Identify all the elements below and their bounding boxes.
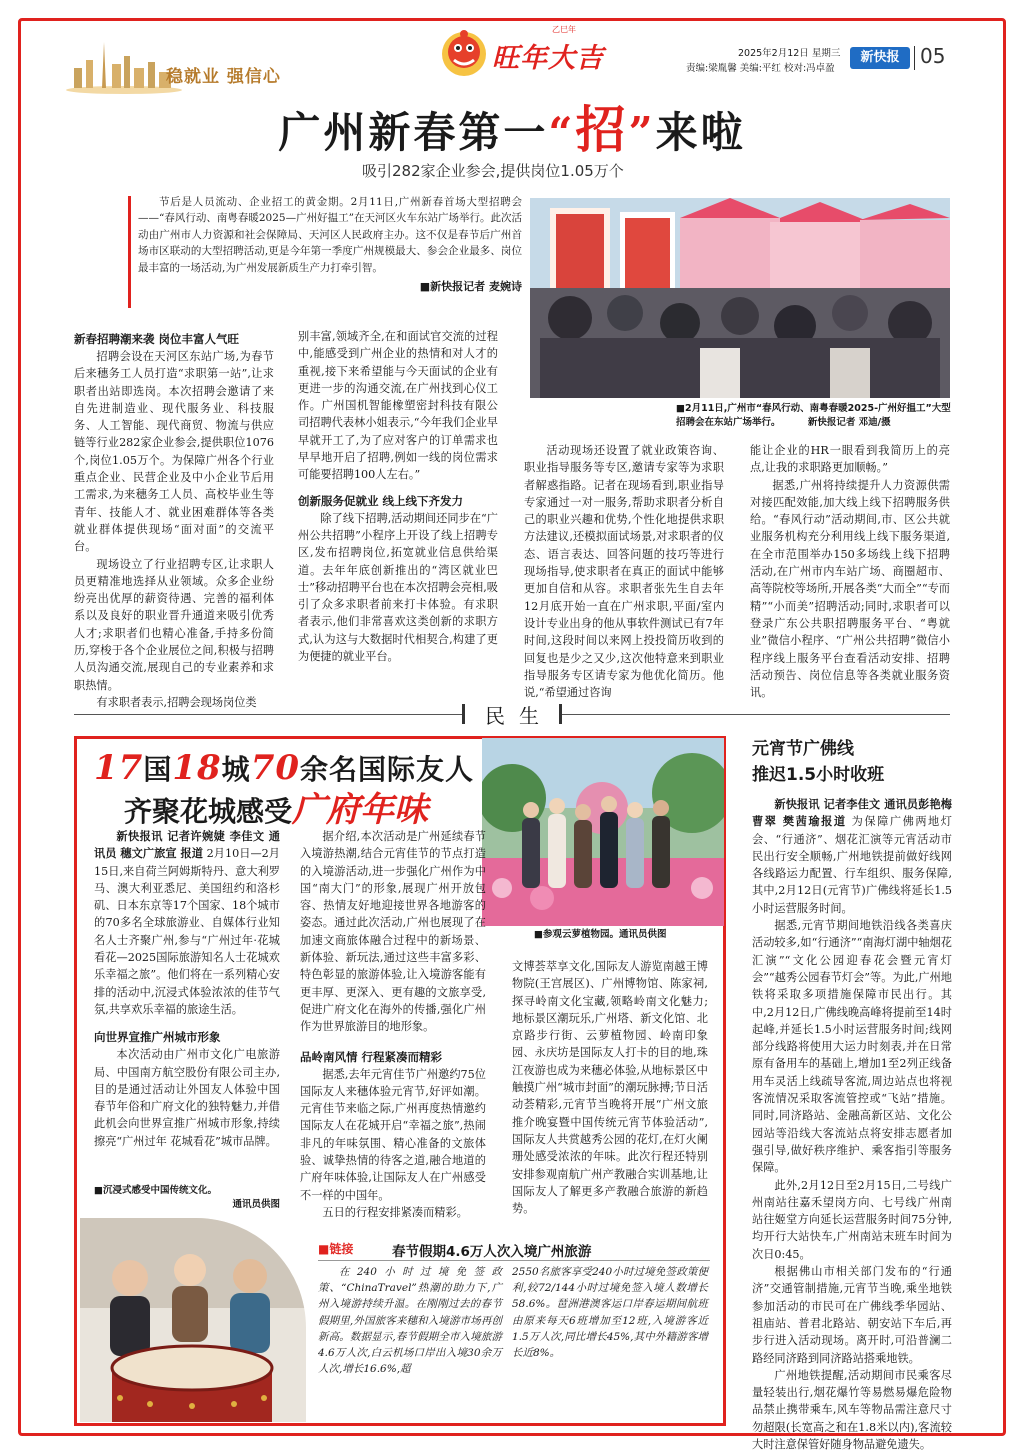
title-word-friends: 余名国际友人 <box>300 753 475 786</box>
article1-p1: 招聘会设在天河区东站广场,为春节后来穗务工人员打造“求职第一站”,让求职者出站即选岗。本次招聘会邀请了来自先进制造业、现代服务业、科技服务、人工智能、现代商贸、物流与供应链等行业282家企业参会,提供职位1076个,岗位1.05万个。为保障广州各个行业重点企业、民营企业及中小企业节后用工需求,为来穗务工人员、高校毕业生等青年、技能人才、就业困难群体等各类就业群体提供现场“面对面”的交流平台。 <box>74 350 274 554</box>
brand-badge: 新快报 <box>850 47 910 69</box>
headline-key: 招 <box>575 100 629 159</box>
article1-col3 <box>524 442 724 701</box>
article2-intro <box>94 828 280 1018</box>
title-word-countries: 国 <box>143 753 173 786</box>
article2-col3 <box>512 958 708 1217</box>
link-col1 <box>318 1264 502 1377</box>
article1-p7: 能让企业的HR一眼看到我简历上的亮点,让我的求职路更加顺畅。” <box>750 444 950 475</box>
section-rule-left <box>74 714 462 715</box>
article1-p3: 有求职者表示,招聘会现场岗位类 <box>96 695 257 709</box>
article2-p2: 本次活动由广州市文化广电旅游局、中国南方航空股份有限公司主办,目的是通过活动让外国友人体验中国春节年俗和广府文化的独特魅力,并借此机会向世界宣推广州城市形象,持续擦亮“广州过年 花城看花”城市品牌。 <box>94 1048 280 1148</box>
headline-pre: 广州新春第一 <box>278 108 549 157</box>
lead-text: 节后是人员流动、企业招工的黄金期。2月11日,广州新春首场大型招聘会——“春风行动、南粤春暖2025—广州好揾工”在天河区火车东站广场举行。此次活动由广州市人力资源和社会保障局、天河区人民政府主办。这不仅是春节后广州首场市区联动的大型招聘活动,更是今年第一季度广州规模最大、参会企业最多、岗位最丰富的一场活动,为广州发展新质生产力打牵引智。 <box>138 196 522 274</box>
link-col2 <box>512 1264 708 1361</box>
article3-p5: 广州地铁提醒,活动期间市民乘客尽量轻装出行,烟花爆竹等易燃易爆危险物品禁止携带乘车,风车等物品需注意尺寸勿超限(长宽高之和在1.8米以内),客流较大时注意保管好随身物品避免遗失。 <box>752 1368 952 1451</box>
garden-group-image <box>482 738 724 926</box>
headline-subtitle: 吸引282家企业参会,提供岗位1.05万个 <box>362 162 624 180</box>
lion-dance-icon <box>434 26 494 82</box>
article2-subhead1: 向世界宣推广州城市形象 <box>94 1030 221 1045</box>
link-title: 春节假期4.6万人次入境广州旅游 <box>392 1244 592 1260</box>
headline-quote-open: “ <box>548 108 576 157</box>
article2-col2 <box>300 828 486 1221</box>
culture-photo-caption <box>94 1184 280 1212</box>
article3-p2: 据悉,元宵节期间地铁沿线各类喜庆活动较多,如“行通济”“南海灯湖中轴烟花汇演”“文化公园迎春花会暨元宵灯会”“越秀公园春节灯会”等。为此,广州地铁将采取多项措施保障市民出行。其中,2月12日,广佛线晚高峰将提前至14时起峰,并延长1.5小时运营服务时间;线网部分线路将使用大运力时刻表,并在日常原有备用车的基础上,增加1至2列正线备用车灵活上线疏导客流,周边站点也将视客流情况采取客流管控或“飞站”措施。同时,同济路站、金融高新区站、文化公园站等沿线大客流站点将安排志愿者加强引导,做好秩序维护、乘客指引等服务保障。 <box>752 919 952 1175</box>
culture-photo-caption-text: ■沉浸式感受中国传统文化。 <box>94 1185 217 1196</box>
article1-col2 <box>298 328 498 665</box>
article2-p1: 2月10日—2月15日,来自荷兰阿姆斯特丹、意大利罗马、澳大利亚悉尼、美国纽约和洛杉矶、日本东京等17个国家、18个城市的70多名全球旅游业、自媒体行业知名人士齐聚广州,参与“广州过年·花城看花—2025国际旅游知名人士花城欢乐幸福之旅”。他们将在一系列精心安排的活动中,沉浸式体验浓浓的佳节气氛,共享欢乐幸福的旅途生活。 <box>94 847 280 1016</box>
article2-p5: 五日的行程安排紧凑而精彩。 <box>322 1205 468 1219</box>
article1-col1 <box>74 328 274 711</box>
culture-photo <box>80 1218 306 1422</box>
article1-p5: 除了线下招聘,活动期间还同步在“广州公共招聘”小程序上开设了线上招聘专区,发布招聘岗位,拓宽就业信息供给渠道。去年年底创新推出的“湾区就业巴士”移动招聘平台也在本次招聘会亮相,吸引了众多求职者前来打卡体验。有求职者表示,他们非常喜欢这类创新的求职方式,认为这与大数据时代相契合,构建了更为便捷的就业平台。 <box>298 511 498 664</box>
botanical-garden-photo <box>482 738 724 926</box>
lead-byline: ■新快报记者 麦婉诗 <box>419 280 522 294</box>
section-rule-right <box>562 714 950 715</box>
job-fair-caption-credit: 新快报记者 邓迪/摄 <box>807 417 891 428</box>
article3-p1: 为保障广佛两地灯会、“行通济”、烟花汇演等元宵活动市民出行安全顺畅,广州地铁提前做好线网各线路运力配置、行车组织、服务保障,其中,2月12日(元宵节)广佛线将延长1.5小时运营服务时间。 <box>752 815 952 915</box>
title-num-countries: 17 <box>94 748 144 788</box>
title-num-friends: 70 <box>250 748 301 788</box>
article3-p3: 此外,2月12日至2月15日,二号线广州南站往嘉禾望岗方向、七号线广州南站往姬堂方向延长运营服务时间75分钟,均开行大站快车,广州南站末班车时间为次日0:45。 <box>752 1178 952 1261</box>
article3-col <box>752 796 952 1453</box>
culture-photo-caption-credit: 通讯员供图 <box>232 1199 280 1210</box>
lead-bar <box>128 196 131 308</box>
link-rule <box>318 1260 710 1261</box>
job-fair-photo <box>530 198 950 398</box>
title2-prefix: 齐聚花城感受 <box>124 795 293 828</box>
article2-p6: 文博荟萃享文化,国际友人游览南越王博物院(王宫展区)、广州博物馆、陈家祠,探寻岭南文化宝藏,领略岭南文化魅力;地标景区潮玩乐,广州塔、新文化馆、北京路步行街、云萝植物园、岭南印象园、永庆坊是国际友人打卡的目的地,珠江夜游也成为来穗必体验,从地标景区中触摸广州“城市封面”的潮玩脉搏;节日活动荟精彩,元宵节当晚将开展“广州文旅推介晚宴暨中国传统元宵节体验活动”,国际友人共赏越秀公园的花灯,在灯火阑珊处感受浓浓的年味。此次行程还特别安排参观南航广州产教融合实训基地,让国际友人了解更多产教融合旅游的新趋势。 <box>512 960 708 1216</box>
article3-p4: 根据佛山市相关部门发布的“行通济”交通管制措施,元宵节当晚,乘坐地铁参加活动的市民可在广佛线季华园站、祖庙站、普君北路站、朝安站下车后,再步行进入活动现场。离开时,可沿普澜二路经同济路到同济路站搭乘地铁。 <box>752 1265 952 1365</box>
article3-byline: 新快报讯 记者李佳文 通讯员彭艳梅 曹翠 樊茜瑜报道 <box>752 798 952 829</box>
festival-logo <box>434 24 610 84</box>
lead-block <box>138 194 522 294</box>
article1-subhead1: 新春招聘潮来袭 岗位丰富人气旺 <box>74 332 240 346</box>
main-headline <box>0 100 1024 159</box>
article2-subhead2: 品岭南风情 行程紧凑而精彩 <box>300 1049 443 1064</box>
article1-subhead2: 创新服务促就业 线上线下齐发力 <box>298 493 464 508</box>
link-text2: 2550名旅客享受240小时过境免签政策便利,较72/144小时过境免签入境人数增长58.6%。琶洲港澳客运口岸春运期间航班由原来每天6班增加至12班,入境游客近1.5万人次,同比增长45%,其中外籍游客增长近8%。 <box>512 1266 708 1360</box>
article1-p8: 据悉,广州将持续提升人力资源供需对接匹配效能,加大线上线下招聘服务供给。“春风行动”活动期间,市、区公共就业服务机构充分利用线上线下服务渠道,在全市范围举办150多场线上线下招聘活动,在广州市内车站广场、商圈超市、高等院校等场所,开展各类“大而全”“专而精”“小而美”招聘活动;同时,求职者可以登录广东公共职招聘服务平台、“粤就业”微信小程序、“广州公共招聘”微信小程序线上服务平台查看活动安排、招聘活动预告、岗位信息等各类就业服务资讯。 <box>750 478 950 700</box>
editors-line: 责编:梁胤馨 美编:平红 校对:冯卓盈 <box>686 63 835 74</box>
job-fair-caption-text: ■2月11日,广州市“春风行动、南粤春暖2025-广州好揾工”大型招聘会在东站广场举行。 <box>676 403 951 428</box>
page-number: 05 <box>920 44 946 68</box>
section-tick-right <box>559 704 562 724</box>
article2-p4: 据悉,去年元宵佳节广州邀约75位国际友人来穗体验元宵节,好评如潮。元宵佳节来临之际,广州再度热情邀约国际友人在花城开启“幸福之旅”,热闹非凡的年味氛围、精心准备的文旅体验、诚挚热情的待客之道,融合地道的广府年味体验,让国际友人在广州感受不一样的中国年。 <box>300 1067 486 1202</box>
article2-title-line1 <box>94 748 474 790</box>
botanical-garden-caption: ■参观云萝植物园。通讯员供图 <box>534 929 667 940</box>
section-tick-left <box>462 704 465 724</box>
festival-year-tag: 乙巳年 <box>552 25 576 34</box>
title2-highlight: 广府年味 <box>292 790 429 830</box>
link-label: ■链接 <box>318 1242 354 1256</box>
article1-p2: 现场设立了行业招聘专区,让求职人员更精准地选择从业领域。众多企业纷纷亮出优厚的薪资待遇、完善的福利体系以及良好的职业晋升通道来吸引优秀人才;求职者们也精心准备,手持多份简历,穿梭于各个企业展位之间,积极与招聘人员沟通交流,展现自己的专业素养和求职热情。 <box>74 557 274 692</box>
traditional-drum-image <box>80 1218 306 1422</box>
page-number-divider <box>914 46 915 70</box>
article2-title-line2 <box>124 790 428 832</box>
job-fair-caption <box>676 402 952 430</box>
headline-post: 来啦 <box>655 108 746 157</box>
title-num-cities: 18 <box>172 748 222 788</box>
section-label: 民生 <box>485 704 553 728</box>
article3-intro <box>752 796 952 917</box>
link-text1: 在240小时过境免签政策、“ChinaTravel”热潮的助力下,广州入境游持续升温。在刚刚过去的春节假期里,外国旅客来穗和入境游市场再创新高。数据显示,春节假期全市入境旅游4.6万人次,白云机场口岸出入境30余万人次,增长16.6%,超 <box>318 1266 502 1376</box>
issue-date: 2025年2月12日 星期三 <box>738 48 841 59</box>
title-word-cities: 城 <box>221 753 251 786</box>
article2-p3: 据介绍,本次活动是广州延续春节入境游热潮,结合元宵佳节的节点打造的入境游活动,进一步强化广州作为中国“南大门”的形象,展现广州开放包容、热情友好地迎接世界各地游客的姿态。通过此次活动,广州也展现了在加速文商旅体融合过程中的新场景、新体验、新玩法,通过这些丰富多彩、特色彰显的旅游体验,让入境游客能有更丰厚、更深入、更有趣的文旅享受,促进广府文化在海外的传播,强化广州作为世界旅游目的地形象。 <box>300 830 486 1034</box>
article3-title2: 推迟1.5小时收班 <box>752 765 885 785</box>
article1-p6: 活动现场还设置了就业政策咨询、职业指导服务等专区,邀请专家等为求职者解惑指路。记者在现场看到,职业指导专家通过一对一服务,帮助求职者分析自己的职业兴趣和优势,个性化地提供求职方法建议,还模拟面试场景,对求职者的仪态、语言表达、回答问题的技巧等进行现场指导,使求职者在真正的面试中能够更加自信和从容。求职者张先生自去年12月底开始一直在广州求职,平面/室内设计专业出身的他从事软件测试已有7年时间,这段时间以来网上投投简历收到的回复也是少之又少,这次他特意来到职业指导服务专区请专家为他优化简历。他说,“希望通过咨询 <box>524 444 724 700</box>
festival-title: 旺年大吉 <box>492 43 604 74</box>
article2-byline: 新快报讯 记者许婉婕 李佳文 通讯员 穗文广旅宣 报道 <box>94 830 280 861</box>
headline-quote-close: ” <box>628 108 656 157</box>
article1-col4 <box>750 442 950 701</box>
article3-title1: 元宵节广佛线 <box>752 739 854 759</box>
article2-col1 <box>94 828 280 1150</box>
header-slogan: 稳就业 强信心 <box>166 67 281 87</box>
article1-p4: 别丰富,领域齐全,在和面试官交流的过程中,能感受到广州企业的热情和对人才的重视,接下来希望能与今天面试的企业有更进一步的沟通交流,在广州找到心仪工作。广州国机智能橡塑密封科技有限公司招聘代表林小姐表示,“今年我们企业早早就开工了,为了应对客户的订单需求也早早地开启了招聘,例如一线的岗位需求可能要招聘100人左右。” <box>298 330 498 482</box>
job-fair-crowd-image <box>530 198 950 398</box>
